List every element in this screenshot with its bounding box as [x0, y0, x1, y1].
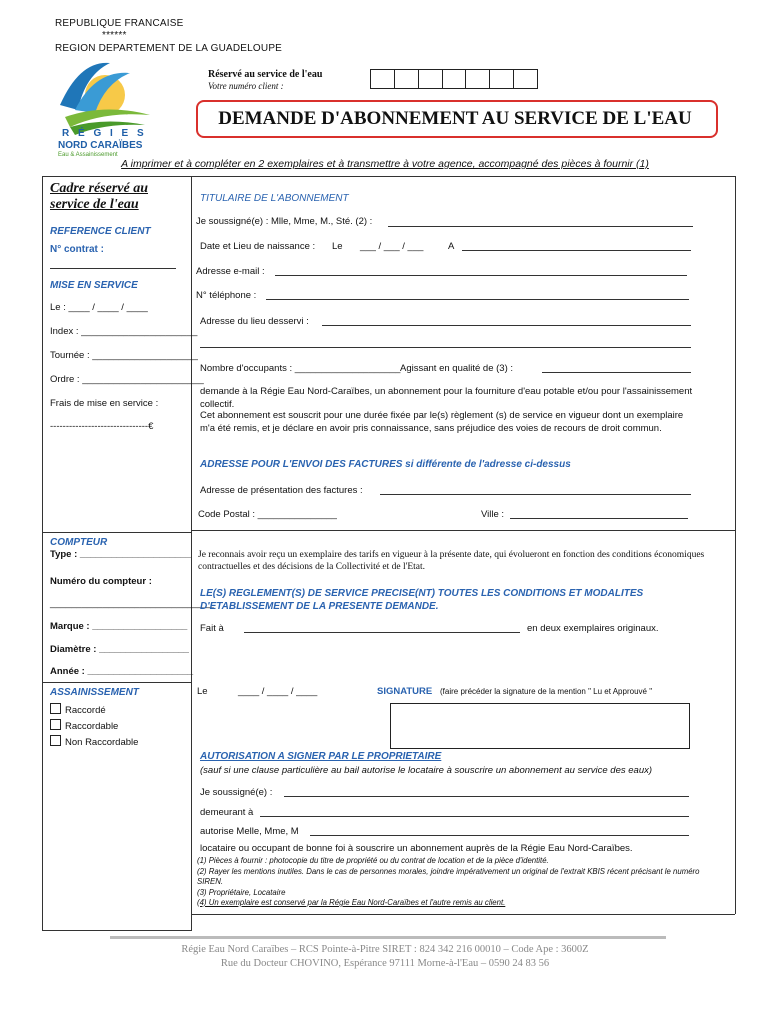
birth-a-label: A: [448, 241, 455, 252]
reglement-title: LE(S) REGLEMENT(S) DE SERVICE PRECISE(NT) TOUTES LES CONDITIONS ET MODALITES D'ETABLISSEMENT DE LA PRESENTE DEMANDE.: [200, 588, 644, 612]
republic-label: REPUBLIQUE FRANCAISE: [55, 18, 184, 29]
email-label: Adresse e-mail :: [196, 266, 265, 277]
autorisation-title: AUTORISATION A SIGNER PAR LE PROPRIETAIRE: [200, 751, 442, 762]
je-soussigne-label: Je soussigné(e) :: [200, 787, 273, 798]
birth-place-field[interactable]: [462, 250, 691, 251]
raccorde-label: Raccordé: [65, 705, 106, 716]
subtitle: A imprimer et à compléter en 2 exemplaires et à transmettre à votre agence, accompagné des pièces à fournir (1): [121, 158, 649, 170]
soussigne-field[interactable]: [388, 226, 693, 227]
frame-left-border: [42, 176, 43, 930]
annee-field[interactable]: Année : ____________________: [50, 666, 194, 677]
signature-label: SIGNATURE: [377, 686, 433, 697]
marque-field[interactable]: Marque : __________________: [50, 621, 188, 632]
stars: ******: [102, 30, 127, 41]
footnote-2: (2) Rayer les mentions inutiles. Dans le cas de personnes morales, joindre impérativement un original de l'extrait KBIS récent précisant le numéro SIREN.: [197, 866, 700, 886]
left-divider-2: [42, 682, 192, 683]
frais-field[interactable]: -------------------------------€: [50, 421, 154, 432]
page-title: DEMANDE D'ABONNEMENT AU SERVICE DE L'EAU: [218, 108, 692, 129]
logo-title: R É G I E S: [62, 128, 147, 139]
ville-field[interactable]: [510, 518, 688, 519]
fait-a-label: Fait à: [200, 623, 224, 634]
frame-bottom-left: [42, 930, 192, 931]
date-lieu-label: Date et Lieu de naissance :: [200, 241, 316, 252]
diametre-field[interactable]: Diamètre : _________________: [50, 644, 189, 655]
exemplaires-label: en deux exemplaires originaux.: [527, 623, 659, 634]
signature-date-field[interactable]: ____ / ____ / ____: [238, 686, 318, 697]
autorise-label: autorise Melle, Mme, M: [200, 826, 299, 837]
birth-date-field[interactable]: ___ / ___ / ___: [360, 241, 424, 252]
client-number-boxes[interactable]: [370, 69, 538, 89]
je-soussigne-field[interactable]: [284, 796, 689, 797]
ville-label: Ville :: [481, 509, 505, 520]
logo-subtitle: NORD CARAÏBES: [58, 140, 143, 151]
adresse-presentation-label: Adresse de présentation des factures :: [200, 485, 363, 496]
frais-label: Frais de mise en service :: [50, 398, 159, 409]
signature-le-label: Le: [197, 686, 208, 697]
contrat-field[interactable]: [50, 268, 176, 269]
left-divider-1: [42, 532, 192, 533]
titulaire-label: TITULAIRE DE L'ABONNEMENT: [200, 193, 349, 204]
footer-line-2: Rue du Docteur CHOVINO, Espérance 97111 Morne-à-l'Eau – 0590 24 83 56: [220, 958, 550, 969]
checkbox-icon[interactable]: [50, 735, 61, 746]
autorisation-subtitle: (sauf si une clause particulière au bail autorise le locataire à souscrire un abonnement au service des eaux): [200, 765, 653, 776]
reference-client-label: REFERENCE CLIENT: [50, 226, 151, 237]
soussigne-label: Je soussigné(e) : Mlle, Mme, M., Sté. (2) :: [196, 216, 373, 227]
raccordable-label: Raccordable: [65, 721, 119, 732]
autorise-field[interactable]: [310, 835, 689, 836]
cadre-reserve-label: Cadre réservé au service de l'eau: [50, 181, 148, 212]
abonnement-text: Cet abonnement est souscrit pour une durée fixée par le(s) règlement (s) de service en vigueur dont un exemplaire m'a été remis, et je déclare en avoir pris connaissance, sans préjudice des voies de recours de droit commun.: [200, 410, 684, 434]
frame-right-border: [735, 176, 736, 914]
type-field[interactable]: Type : _____________________: [50, 549, 191, 560]
mise-en-service-label: MISE EN SERVICE: [50, 280, 138, 291]
demande-text: demande à la Régie Eau Nord-Caraïbes, un abonnement pour la fourniture d'eau potable et/ou pour l'assainissement collectif.: [200, 386, 693, 410]
ordre-field[interactable]: Ordre : _______________________: [50, 374, 204, 385]
demeurant-field[interactable]: [260, 816, 689, 817]
tarifs-text: Je reconnais avoir reçu un exemplaire des tarifs en vigueur à la présente date, qui évolueront en fonction des conditions économiques contractuelles et des décisions de la Collectivité et de l'Etat.: [198, 550, 705, 572]
frame-top-border: [42, 176, 735, 177]
raccordable-checkbox[interactable]: [50, 719, 118, 732]
checkbox-icon[interactable]: [50, 719, 61, 730]
region-label: REGION DEPARTEMENT DE LA GUADELOUPE: [55, 43, 283, 54]
right-divider: [191, 530, 735, 531]
raccorde-checkbox[interactable]: [50, 703, 106, 716]
adresse-factures-title: ADRESSE POUR L'ENVOI DES FACTURES si différente de l'adresse ci-dessus: [200, 459, 571, 470]
adresse-presentation-field[interactable]: [380, 494, 691, 495]
frame-middle-border: [191, 176, 192, 930]
email-field[interactable]: [275, 275, 687, 276]
qualite-field[interactable]: [542, 372, 691, 373]
telephone-field[interactable]: [266, 299, 689, 300]
birth-le-label: Le: [332, 241, 343, 252]
telephone-label: N° téléphone :: [196, 290, 257, 301]
adresse-lieu-label: Adresse du lieu desservi :: [200, 316, 309, 327]
adresse-lieu-field-2[interactable]: [200, 347, 691, 348]
client-number-label: Votre numéro client :: [208, 81, 284, 91]
numero-compteur-field[interactable]: _______________________________: [50, 598, 214, 609]
demeurant-label: demeurant à: [200, 807, 254, 818]
fait-a-field[interactable]: [244, 632, 520, 633]
signature-box[interactable]: [390, 703, 690, 749]
mise-date-field[interactable]: Le : ____ / ____ / ____: [50, 302, 148, 313]
contrat-label: N° contrat :: [50, 244, 104, 255]
index-field[interactable]: Index : ______________________: [50, 326, 198, 337]
assainissement-label: ASSAINISSEMENT: [50, 687, 139, 698]
signature-note: (faire précéder la signature de la mention " Lu et Approuvé ": [440, 687, 653, 696]
reserved-label: Réservé au service de l'eau: [208, 69, 323, 80]
compteur-label: COMPTEUR: [50, 537, 108, 548]
non-raccordable-checkbox[interactable]: [50, 735, 138, 748]
footnotes: [197, 856, 717, 909]
footnote-4: (4) Un exemplaire est conservé par la Régie Eau Nord-Caraïbes et l'autre remis au client.: [197, 898, 506, 907]
numero-compteur-label: Numéro du compteur :: [50, 576, 152, 587]
frame-bottom-right: [191, 914, 735, 915]
qualite-label: Agissant en qualité de (3) :: [400, 363, 514, 374]
footnote-3: (3) Propriétaire, Locataire: [197, 887, 286, 897]
footer-line-1: Régie Eau Nord Caraïbes – RCS Pointe-à-Pitre SIRET : 824 342 216 00010 – Code Ape : 3600Z: [181, 944, 589, 955]
adresse-lieu-field[interactable]: [322, 325, 691, 326]
tournee-field[interactable]: Tournée : ____________________: [50, 350, 198, 361]
footer-rule: [110, 936, 666, 939]
logo-tagline: Eau & Assainissement: [58, 152, 118, 158]
footnote-1: (1) Pièces à fournir : photocopie du titre de propriété ou du contrat de location et de la pièce d'identité.: [197, 856, 549, 865]
checkbox-icon[interactable]: [50, 703, 61, 714]
occupants-field[interactable]: Nombre d'occupants : ____________________: [200, 363, 401, 374]
locataire-text: locataire ou occupant de bonne foi à souscrire un abonnement auprès de la Régie Eau Nord-Caraïbes.: [200, 843, 633, 854]
non-raccordable-label: Non Raccordable: [65, 737, 139, 748]
code-postal-field[interactable]: Code Postal : _______________: [198, 509, 337, 520]
